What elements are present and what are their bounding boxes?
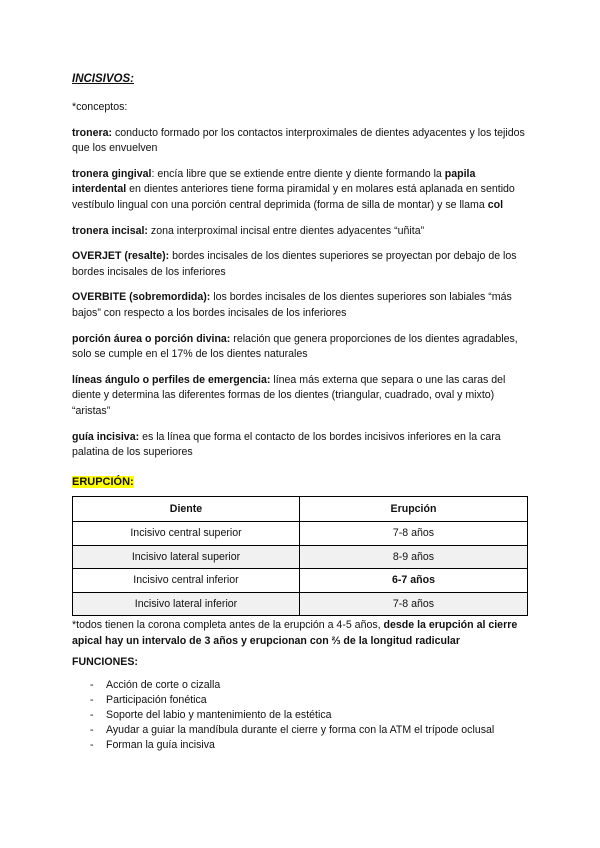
table-cell: 8-9 años [300,545,528,569]
list-item-text: Ayudar a guiar la mandíbula durante el cierre y forma con la ATM el trípode oclusal [106,724,495,737]
term-overbite [72,290,528,321]
erupcion-note [72,618,528,649]
table-header-row [73,497,528,522]
term-tronera [72,126,528,157]
term-emphasis: papila interdental [72,167,476,196]
term-definition: : encía libre que se extiende entre diente y diente formando la [151,167,445,180]
table-row [73,545,528,569]
list-item [72,693,528,708]
term-definition: conducto formado por los contactos interproximales de dientes adyacentes y los tejidos que los envuelven [72,126,525,155]
table-cell: 6-7 años [300,569,528,593]
page-title: INCISIVOS: [72,73,134,85]
term-definition: relación que genera proporciones de los dientes agradables, solo se cumple en el 17% de los dientes naturales [72,332,518,361]
table-row [73,522,528,546]
table-cell: Incisivo lateral superior [73,545,300,569]
list-item-text: Forman la guía incisiva [106,739,215,752]
list-bullet: - [90,679,94,691]
term-label: OVERBITE (sobremordida): [72,291,211,304]
term-definition: los bordes incisales de los dientes superiores son labiales “más bajos” con respecto a los bordes incisales de los inferiores [72,291,512,319]
note-text: *todos tienen la corona completa antes de la erupción a 4-5 años, [72,619,384,631]
erupcion-table [72,496,528,616]
term-label: porción áurea o porción divina: [72,332,231,345]
table-cell: 7-8 años [300,592,528,616]
term-label: líneas ángulo o perfiles de emergencia: [72,373,271,386]
funciones-heading-text: FUNCIONES: [72,656,138,668]
term-label: tronera gingival [72,167,152,180]
list-bullet: - [90,694,94,707]
concepts-label: *conceptos: [72,101,128,113]
table-cell: Incisivo central superior [73,522,300,546]
list-bullet: - [90,739,94,752]
list-item [72,678,528,693]
term-label: OVERJET (resalte): [72,250,170,263]
erupcion-heading [72,472,134,490]
table-cell: Incisivo lateral inferior [73,592,300,616]
term-label: tronera: [72,126,113,139]
term-label: guía incisiva: [72,430,140,443]
erupcion-heading-text: ERUPCIÓN: [72,476,134,488]
note-emphasis: desde la erupción al cierre apical hay un intervalo de 3 años y erupcionan con ⅔ de la longitud radicular [72,619,518,647]
list-item-text: Acción de corte o cizalla [106,679,221,691]
table-row [73,592,528,616]
funciones-heading [72,655,138,671]
term-definition: zona interproximal incisal entre dientes adyacentes “uñita” [147,224,425,237]
term-label: tronera incisal: [72,224,148,237]
list-item [72,708,528,723]
term-overjet [72,249,528,280]
list-item [72,738,528,753]
term-definition: línea más externa que separa o une las caras del diente y determina las diferentes formas de los dientes (triangular, cuadrado, oval y mixto) “aristas” [72,373,506,417]
term-lineas-angulo [72,373,528,420]
term-definition: es la línea que forma el contacto de los bordes incisivos inferiores en la cara palatina de los superiores [72,430,501,459]
list-item [72,723,528,738]
list-bullet: - [90,709,94,722]
list-item-text: Soporte del labio y mantenimiento de la estética [106,709,332,722]
term-guia-incisiva [72,430,528,461]
term-porcion-aurea [72,332,528,363]
term-emphasis: col [487,198,504,211]
term-definition: bordes incisales de los dientes superiores se proyectan por debajo de los bordes incisales de los inferiores [72,250,517,278]
list-bullet: - [90,724,94,737]
document-page [72,72,528,752]
funciones-list [72,678,528,753]
term-definition: en dientes anteriores tiene forma piramidal y en molares está aplanada en sentido vestíbulo lingual con una porción central deprimida (forma de silla de montar) y se llama [72,183,515,211]
column-header: Diente [73,497,300,522]
table-cell: Incisivo central inferior [73,569,300,593]
table-cell: 7-8 años [300,522,528,546]
term-tronera-incisal [72,224,528,240]
term-tronera-gingival [72,167,528,214]
column-header: Erupción [300,497,528,522]
list-item-text: Participación fonética [106,694,207,707]
table-row [73,569,528,593]
